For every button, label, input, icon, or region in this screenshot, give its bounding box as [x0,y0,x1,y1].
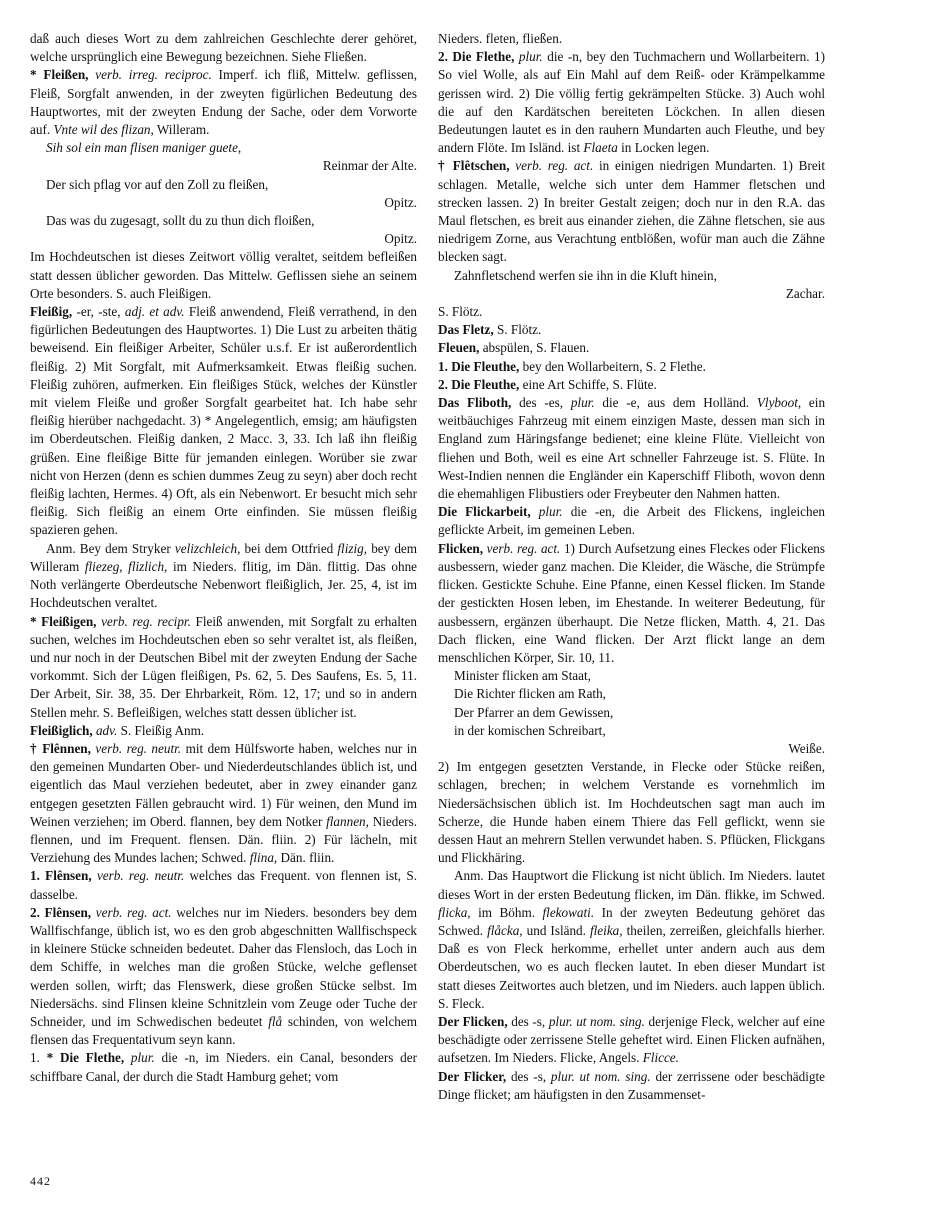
left-column [30,30,417,1086]
headword: * Fleißigen, [30,613,97,629]
verse-source: Weiße. [788,740,825,756]
anm-text: bei dem Ottfried [244,540,334,556]
headword: * Fleißen, [30,67,89,83]
anm-word: velizchleich, [174,540,241,556]
anm-word: flekowati. [542,904,595,920]
headword: 2. Die Fleuthe, [438,376,520,392]
definition: bey den Wollarbeitern, S. 2 Flethe. [522,358,706,374]
anm-word: flåcka, [487,922,523,938]
verse-line: Zahnfletschend werfen sie ihn in die Kluft hinein, [454,267,717,283]
entry-fliboth [438,394,825,503]
anm-text: bey dem Willeram [30,540,418,574]
verse-source: Reinmar der Alte. [322,158,417,174]
entry-flicken [438,540,825,667]
verse-line: Minister flicken am Staat, [454,668,591,684]
anm-word: fleika, [589,922,623,938]
headword: 1. Die Fleuthe, [438,358,520,374]
headword: † Flênnen, [30,740,91,756]
definition: die -en, die Arbeit des Flickens, ingleichen geflickte Arbeit, im gemeinen Leben. [438,504,826,538]
definition: welches das Frequent. von flennen ist, S. dasselbe. [30,868,417,902]
anm-text: im Böhm. [478,904,536,920]
word: Flaeta [583,140,618,156]
entry-flethe-1 [30,1049,417,1085]
definition: abspülen, S. Flauen. [482,340,590,356]
headword: 1. Flênsen, [30,868,92,884]
headword: † Flêtschen, [438,158,510,174]
verse-line: Der Pfarrer an dem Gewissen, [454,704,614,720]
entry-fleissen [30,66,417,139]
headword: Fleuen, [438,340,480,356]
annotation [438,867,825,1013]
definition: des -es, [519,395,564,411]
entry-fleissiglich [30,722,417,740]
definition: ein weitbäuchiges Fahrzeug mit einem einzigen Maste, dessen man sich in England zum Häringsfange bedienet; eine kleine Flüte. Vielleicht von fliehen und Both, weil es eine Art schneller Fahrzeuge ist. S. Flüte. In West-Indien nennen die Engländer ein Kaperschiff Fliboth, wovon denn die ehemahligen Flibustiers oder Freybeuter den Nahmen hatten. [438,395,826,502]
paragraph: 2) Im entgegen gesetzten Verstande, in Flecke oder Stücke reißen, schlagen, brechen; in welchem Verstande es vornehmlich im Niedersächsischen üblich ist. Im Hochdeutschen sagt man auch im Scherze, die Hunde haben einem Thiere das Fell geflickt, wenn sie dessen Haut an mehrern Stellen verwundet haben. S. Pflücken, Flickgans und Flickhäring. [438,759,825,866]
anm-text: im Nieders. flitig, im Dän. flittig. Das ohne Noth verlängerte Oberdeutsche Nebenwort fleißiglich, Jer. 25, 4, ist im Hochdeutschen veraltet. [30,558,418,611]
headword: Fleißig, [30,304,73,320]
definition: Fleiß anwendend, Fleiß verrathend, in den figürlichen Bedeutungen des Hauptwortes. 1) Die Lust zu arbeiten thätig beweisend. Ein fleißiger Arbeiter, Schüler u.s.f. Er ist außerordentlich fleißig. 2) Mit Sorgfalt, mit Aufmerksamkeit. Etwas fleißig suchen. Fleißig zuhören, aufmerken. Ein fleißiges Stück, welches der Künstler mit vielem Fleiße und großer Sorgfalt gearbeitet hat. Ich habe sehr fleißig hierüber nachgedacht. 3) * Angelegentlich, emsig; am häufigsten im Oberdeutschen. Fleißig danken, 2 Macc. 3, 33. Ich laß ihn fleißig grüßen. Eine fleißige Bitte für jemanden einlegen. Worüber sie zwar nicht von Herzen (denn es schien dummes Zeug zu seyn) aber doch recht fleißig lachten, Hermes. 4) Oft, als ein Nebenwort. Er besucht mich sehr fleißig. Sich fleißig an einem Orte einfinden. Sie müssen fleißig spazieren gehen. [30,304,418,538]
paragraph: Im Hochdeutschen ist dieses Zeitwort völlig veraltet, seitdem befleißen statt dessen üblicher geworden. Das Mittelw. Geflissen siehe an seinem Orte besonders. S. auch Fleißigen. [30,249,417,301]
definition: Fleiß anwenden, mit Sorgfalt zu erhalten suchen, welches im Hochdeutschen eben so sehr veraltet ist, als fleißen, und nur noch in der Deutschen Bibel mit der zweyten Endung der Sache vorkommt. Sich der Lügen fleißigen, Ps. 62, 5. Des Saufens, Es. 5, 11. Der Arbeit, Sir. 38, 35. Der Ehrbarkeit, Röm. 12, 17; und so in andern Stellen mehr. S. Befleißigen, welches statt dessen üblicher ist. [30,613,417,720]
anm-word: fliezeg, flizlich, [84,558,168,574]
entry-flickarbeit [438,503,825,539]
paragraph: S. Flötz. [438,304,483,320]
entry-flethe-2 [438,48,825,157]
headword: * Die Flethe, [46,1050,125,1066]
grammar: verb. irreg. reciproc. [95,67,212,83]
forms: -er, -ste, [76,304,121,320]
definition: eine Art Schiffe, S. Flüte. [522,376,657,392]
entry-fleissig [30,303,417,540]
definition: derjenige Fleck, welcher auf eine beschädigte oder zerrissene Stelle geheftet wird. Einen Flicken aufnähen, aufsetzen. Im Nieders. Flicke, Angels. [438,1013,826,1066]
verse-source: Opitz. [384,194,417,210]
grammar: verb. reg. act. [95,904,172,920]
annotation [30,540,417,613]
grammar: plur. ut nom. sing. [548,1013,645,1029]
headword: Das Fliboth, [438,395,512,411]
grammar: verb. reg. act. [515,158,594,174]
anm-text: Anm. Bey dem Stryker [46,540,171,556]
definition: Imperf. ich fliß, Mittelw. geflissen, Fleiß, Sorgfalt anwenden, in der zweyten figürlichen Bedeutung des Hauptwortes, mit der zweyten Endung der Sache, oder dem Vorworte auf. [30,67,417,138]
entry-fleissigen [30,613,417,722]
definition: 1) Durch Aufsetzung eines Fleckes oder Flickens ausbessern, wieder ganz machen. Die Kleider, die Wäsche, die Strümpfe flicken. Gestickte Schuhe. Eine Pfanne, einen Kessel flicken. Im Stande der gestickten Hosen leben, im Ehestande. In weiterer Bedeutung, für ausbessern, ergänzen überhaupt. Die Netze flicken, Matth. 4, 21. Das Dach flicken, eine Wand flicken. Der Arzt flickt lange an dem menschlichen Körper, Sir. 10, 11. [438,540,825,665]
verse-text: Sih sol ein man flisen maniger guete, [46,140,242,156]
grammar: verb. reg. recipr. [101,613,191,629]
definition: die -n, bey den Tuchmachern und Wollarbeitern. 1) So viel Wolle, als auf Ein Mahl auf dem Reiß- oder Krämpelkamme gerissen wird. 2) Die völlig fertig gekrämpelten Stücke. 3) Auch wohl die auf den Kardätschen bereiteten Löckchen. In allen diesen Bedeutungen lautet es in den rauhern Mundarten auch Fleuthe, und bey andern Flöte. Im Isländ. ist [438,49,826,156]
source: Willeram. [156,122,210,138]
definition: S. Flötz. [496,322,542,338]
anm-text: In der zweyten Bedeutung gehöret das Schwed. [438,904,826,938]
anm-text: theilen, zerreißen, gleichfalls hierher. Daß es von Fleck herkomme, erhellet unter andern auch aus dem Oberdeutschen, wo es auch flecken lautet. In eben dieser Mundart ist statt dieses Zeitwortes auch bletzen, und im Nieders. auch lappen üblich. S. Fleck. [438,922,825,1011]
definition: die -n, im Nieders. ein Canal, besonders der schiffbare Canal, der durch die Stadt Hamburg gehet; vom [30,1050,417,1084]
entry-fleuthe-1 [438,358,825,376]
anm-text: und Isländ. [526,922,586,938]
word: Flicce. [642,1050,679,1066]
grammar: plur. [538,504,563,520]
grammar: verb. reg. act. [486,540,561,556]
entry-der-flicker [438,1068,825,1104]
grammar: plur. [130,1050,155,1066]
anm-word: flizig, [337,540,368,556]
paragraph: Nieders. fleten, fließen. [438,31,563,46]
entry-der-flicken [438,1013,825,1068]
grammar: verb. reg. neutr. [96,868,185,884]
grammar: adv. [95,722,118,738]
word: flå [268,1013,283,1029]
grammar: adj. et adv. [124,304,185,320]
entry-flensen-2 [30,904,417,1050]
definition: mit dem Hülfsworte haben, welches nur in den gemeinen Mundarten Ober- und Niederdeutschlandes üblich ist, und eigentlich das Maul verziehen bedeutet, aber in zwey einander ganz entgegen gesetzten Fällen gebraucht wird. 1) Für weinen, den Mund im Weinen verziehen; im Oberd. flannen, bey dem Notker [30,740,418,829]
entry-number: 1. [30,1050,40,1066]
definition: Nieders. flennen, und im Frequent. flensen. Dän. fliin. 2) Für lächeln, mit Verziehung des Mundes lachen; Schwed. [30,813,417,866]
headword: 2. Die Flethe, [438,49,515,65]
entry-fleuthe-2 [438,376,825,394]
definition: in Locken legen. [621,140,710,156]
grammar: verb. reg. neutr. [95,740,182,756]
definition: des -s, [510,1068,547,1084]
entry-flennen [30,740,417,867]
headword: Das Fletz, [438,322,494,338]
entry-fletschen [438,157,825,266]
headword: Der Flicker, [438,1068,507,1084]
quote: Vnte wil des flizan, [53,122,154,138]
word: flannen, [326,813,369,829]
definition: Dän. fliin. [280,850,335,866]
paragraph: daß auch dieses Wort zu dem zahlreichen Geschlechte derer gehöret, welche ursprünglich eine Bewegung bezeichnen. Siehe Fließen. [30,31,417,65]
page-number: 442 [30,1174,51,1188]
anm-text: Anm. Das Hauptwort die Flickung ist nicht üblich. Im Nieders. lautet dieses Wort in der ersten Bedeutung flicken, im Dän. flikke, im Schwed. [438,868,825,902]
verse-line [30,139,417,157]
word: flina, [249,850,278,866]
definition: des -s, [511,1013,546,1029]
definition: der zerrissene oder beschädigte Dinge flicket; am häufigsten in den Zusammenset- [438,1068,826,1102]
definition: welches nur im Nieders. besonders bey dem Wallfischfange, üblich ist, wo es den grob abgeschnitten Wallfischspeck in kleinere Stücke schneiden bedeutet. Daher das Flensloch, das Loch in dem Schiffe, in welches man die großen Stücke, welche geflenset werden sollen, wirft; das Flenswerk, diese großen Stücke selbst. Im Niedersächs. sind Flinsen kleine Schnitzlein vom Zeuge oder Tuche der Schneider, und im Schwedischen bedeutet [30,904,418,1029]
definition: S. Fleißig Anm. [120,722,205,738]
anm-word: flicka, [438,904,471,920]
entry-fleuen [438,339,825,357]
headword: Flicken, [438,540,484,556]
definition: in einigen niedrigen Mundarten. 1) Breit schlagen. Metalle, welche sich unter dem Hammer fletschen und strecken lassen. 2) In breiter Gestalt zeigen; doch nur in den R.A. das Maul fletschen, es breit aus einander ziehen, die Zähne fletschen, sie aus niedrigem Zorne, aus Verachtung entblößen, wofür man auch die Zähne blecken sagt. [438,158,826,265]
verse-line: Das was du zugesagt, sollt du zu thun dich floißen, [46,213,315,229]
right-column [438,30,825,1104]
definition: die -e, aus dem Holländ. [602,395,750,411]
grammar: plur. [570,395,595,411]
verse-line: Der sich pflag vor auf den Zoll zu fleißen, [46,176,269,192]
verse-line: in der komischen Schreibart, [454,722,606,738]
verse-line: Die Richter flicken am Rath, [454,686,606,702]
grammar: plur. ut nom. sing. [550,1068,651,1084]
headword: Fleißiglich, [30,722,93,738]
word: Vlyboot, [756,395,802,411]
entry-fletz [438,321,825,339]
entry-flensen-1 [30,867,417,903]
headword: 2. Flênsen, [30,904,92,920]
grammar: plur. [518,49,543,65]
verse-source: Opitz. [384,231,417,247]
headword: Die Flickarbeit, [438,504,531,520]
headword: Der Flicken, [438,1013,508,1029]
definition: schinden, von welchem flensen das Frequentativum seyn kann. [30,1013,418,1048]
verse-source: Zachar. [785,285,825,301]
